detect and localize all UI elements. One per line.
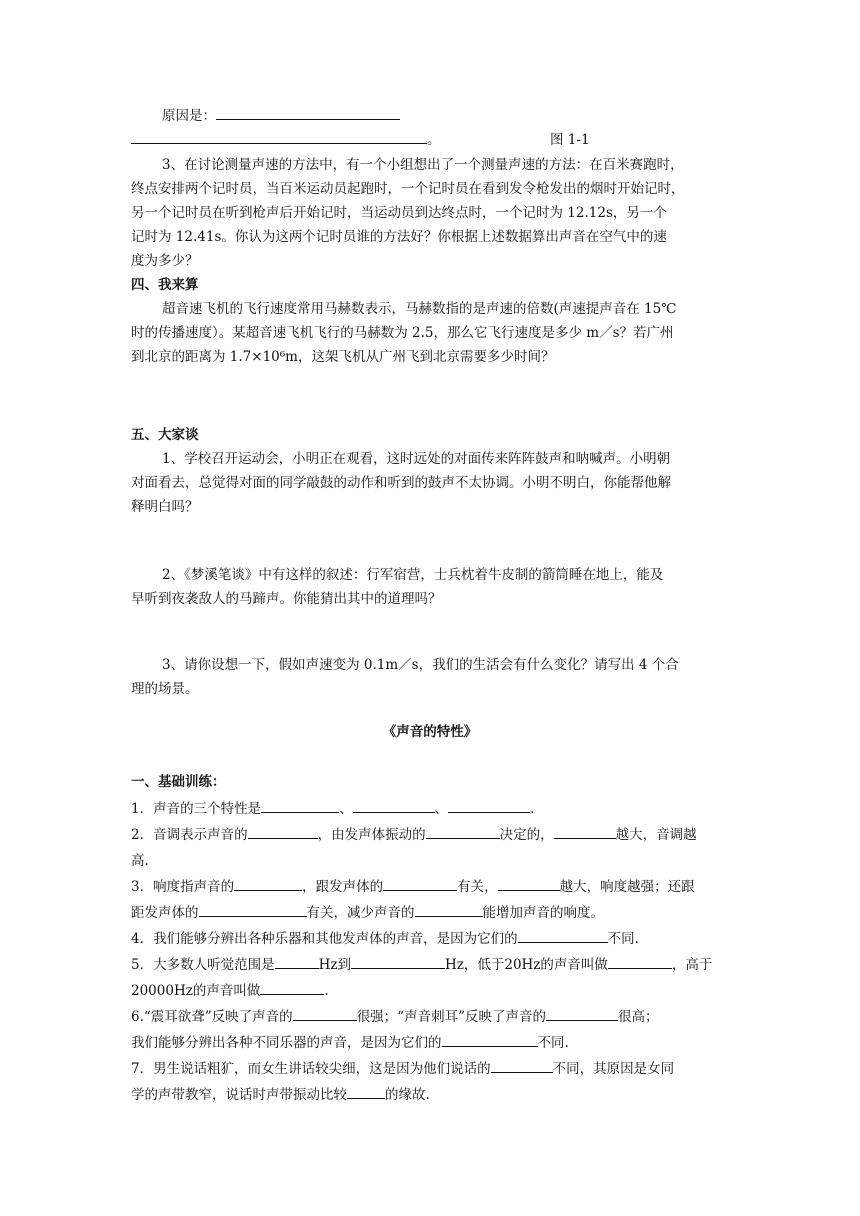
reason-label: 原因是： [162,108,216,124]
item-text: ，高于 [671,957,713,973]
item-text: 很高； [618,1009,659,1025]
item-text: 的缘故. [385,1087,430,1103]
q3-line: 记时为 12.41s。你认为这两个记时员谁的方法好？你根据上述数据算出声音在空气中的速 [131,229,667,245]
answer-blank[interactable] [248,824,318,839]
s5-q1-line: 1、学校召开运动会，小明正在观看，这时远处的对面传来阵阵鼓声和呐喊声。小明朝 [162,451,671,467]
item-text: 、 [434,801,449,817]
item-7-cont [131,1083,430,1107]
item-text: 很强；“声音刺耳”反映了声音的 [356,1009,546,1025]
answer-blank[interactable] [415,902,483,917]
answer-blank[interactable] [383,876,457,891]
answer-blank[interactable] [554,824,616,839]
s5-q2-line: 早听到夜袭敌人的马蹄声。你能猜出其中的道理吗？ [131,591,442,607]
s5-q1-line: 释明白吗？ [131,499,199,515]
item-text: 学的声带教窄，说话时声带振动比较 [131,1087,347,1103]
answer-blank[interactable] [275,954,319,969]
item-text: . [324,983,329,999]
s5-q1-line: 对面看去，总觉得对面的同学敲鼓的动作和听到的鼓声不太协调。小明不明白，你能帮他解 [131,475,671,491]
item-text: 20000Hz的声音叫做 [131,983,261,999]
q3-line: 度为多少？ [131,253,199,269]
reason-blank[interactable] [216,105,400,120]
item-text: 不同. [537,1035,569,1051]
item-text: 我们能够分辨出各种不同乐器的声音，是因为它们的 [131,1035,442,1051]
item-text: . [530,801,535,817]
answer-blank[interactable] [293,1006,357,1021]
item-text: ，由发声体振动的 [317,827,426,843]
item-text: 有关， [457,879,498,895]
item-text: 5．大多数人听觉范围是 [131,957,275,973]
answer-blank[interactable] [199,902,307,917]
answer-blank[interactable] [546,1006,618,1021]
figure-label: 图 1-1 [550,132,590,148]
item-text: 决定的， [499,827,554,843]
answer-blank[interactable] [608,954,672,969]
answer-blank[interactable] [518,928,608,943]
item-text: 1．声音的三个特性是 [131,801,262,817]
section-title: 《声音的特性》 [382,724,478,740]
answer-blank[interactable] [442,1032,538,1047]
q3-line: 3、在讨论测量声速的方法中，有一个小组想出了一个测量声速的方法：在百米赛跑时， [162,157,684,173]
item-text: 6.“震耳欲聋”反映了声音的 [131,1009,293,1025]
item-text: 4．我们能够分辨出各种乐器和其他发声体的声音，是因为它们的 [131,931,518,947]
answer-blank[interactable] [261,798,339,813]
answer-blank[interactable] [234,876,302,891]
answer-blank[interactable] [448,798,530,813]
answer-blank[interactable] [351,954,445,969]
item-6 [131,1005,659,1029]
item-text: 距发声体的 [131,905,199,921]
item-text: 越大，响度越强；还跟 [559,879,695,895]
item-1 [131,797,534,821]
answer-blank[interactable] [491,1058,553,1073]
section4-line: 到北京的距离为 1.7×10⁶m，这架飞机从广州飞到北京需要多少时间？ [131,349,555,365]
item-4 [131,927,639,951]
item-text: 不同. [607,931,639,947]
item-text: 3．响度指声音的 [131,879,235,895]
answer-blank[interactable] [353,798,435,813]
section-heading: 四、我来算 [131,277,199,293]
item-text: 能增加声音的响度。 [482,905,604,921]
answer-blank[interactable] [347,1084,385,1099]
q3-line: 终点安排两个记时员，当百米运动员起跑时，一个记时员在看到发令枪发出的烟时开始记时， [131,181,685,197]
item-text: 不同，其原因是女同 [552,1061,675,1077]
item-3-cont [131,901,604,925]
reason-line-2 [131,128,441,152]
item-text: Hz到 [318,957,351,973]
item-text: ，跟发声体的 [302,879,384,895]
item-text: 7．男生说话粗犷，而女生讲话较尖细，这是因为他们说话的 [131,1061,491,1077]
answer-blank[interactable] [260,980,324,995]
item-text: 、 [339,801,353,817]
answer-blank[interactable] [426,824,500,839]
item-3 [131,875,695,899]
item-5 [131,953,712,977]
item-text: 有关，减少声音的 [306,905,415,921]
section4-line: 时的传播速度）。某超音速飞机飞行的马赫数为 2.5，那么它飞行速度是多少 m／s？若广州 [131,325,674,341]
item-6-cont [131,1031,569,1055]
section-heading: 五、大家谈 [131,427,199,443]
s5-q3-line: 3、请你设想一下，假如声速变为 0.1m／s，我们的生活会有什么变化？请写出 4 个合 [162,657,679,673]
reason-line [162,104,400,128]
item-2 [131,823,697,847]
item-5-cont [131,979,329,1003]
reason-blank-2[interactable] [131,129,427,144]
item-text: 2．音调表示声音的 [131,827,248,843]
item-text: 越大，音调越 [615,827,697,843]
section-heading: 一、基础训练： [131,774,226,790]
section4-line: 超音速飞机的飞行速度常用马赫数表示，马赫数指的是声速的倍数(声速提声音在 15℃ [162,301,677,317]
s5-q2-line: 2、《梦溪笔谈》中有这样的叙述：行军宿营，士兵枕着牛皮制的箭筒睡在地上，能及 [162,567,664,583]
end-mark: 。 [427,132,441,148]
item-text: Hz，低于20Hz的声音叫做 [444,957,608,973]
item-7 [131,1057,674,1081]
q3-line: 另一个记时员在听到枪声后开始记时，当运动员到达终点时，一个记时为 12.12s，另一个 [131,205,667,221]
s5-q3-line: 理的场景。 [131,681,199,697]
item-2-cont: 高. [131,853,149,869]
answer-blank[interactable] [498,876,560,891]
